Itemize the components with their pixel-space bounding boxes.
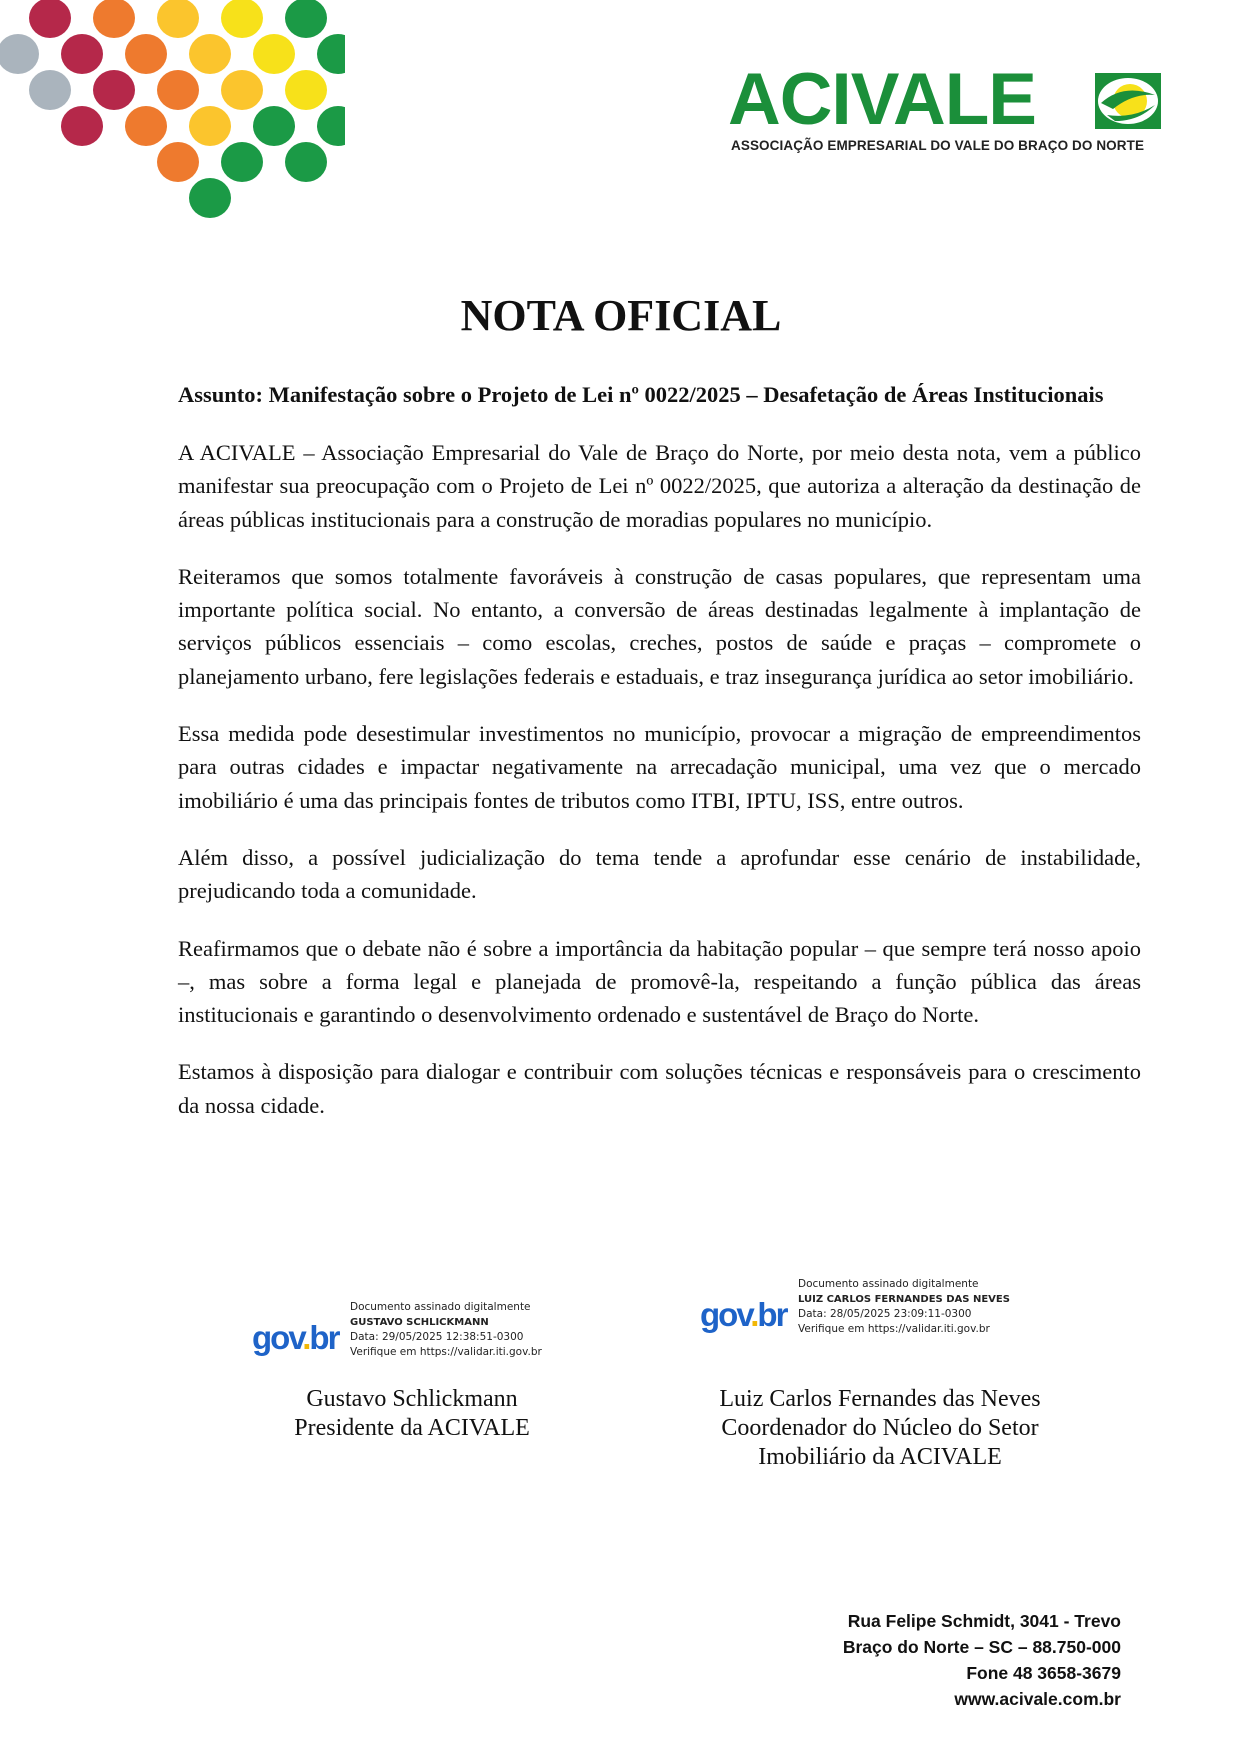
stamp-header: Documento assinado digitalmente	[350, 1301, 531, 1313]
decorative-dot	[285, 0, 327, 38]
decorative-dot	[29, 70, 71, 110]
stamp-signer-name: GUSTAVO SCHLICKMANN	[350, 1317, 489, 1328]
stamp-signer-name: LUIZ CARLOS FERNANDES DAS NEVES	[798, 1294, 1010, 1305]
body-paragraph-2: Reiteramos que somos totalmente favoráveis à construção de casas populares, que representam uma importante política social. No entanto, a conversão de áreas destinadas legalmente à implantação de serviços públicos essenciais – como escolas, creches, postos de saúde e praças – compromete o planejamento urbano, fere legislações federais e estaduais, e traz insegurança jurídica ao setor imobiliário.	[178, 563, 1141, 689]
stamp-header: Documento assinado digitalmente	[798, 1278, 979, 1290]
acivale-logo	[728, 59, 1173, 164]
decorative-dot	[0, 34, 39, 74]
signer-role: Presidente da ACIVALE	[294, 1415, 530, 1441]
decorative-dot	[221, 70, 263, 110]
decorative-dot	[253, 106, 295, 146]
govbr-logo: gov.br	[700, 1296, 787, 1333]
address-phone: Fone 48 3658-3679	[966, 1663, 1121, 1683]
logo-wordmark: ACIVALE	[728, 59, 1036, 140]
decorative-dot	[157, 70, 199, 110]
stamp-date: Data: 29/05/2025 12:38:51-0300	[350, 1331, 524, 1343]
stamp-details	[798, 1277, 1010, 1337]
decorative-dot	[93, 70, 135, 110]
decorative-dot	[61, 34, 103, 74]
decorative-dot	[189, 106, 231, 146]
document-subject: Assunto: Manifestação sobre o Projeto de Lei nº 0022/2025 – Desafetação de Áreas Institucionais	[178, 382, 1104, 407]
decorative-dot	[189, 178, 231, 218]
digital-signature-stamp-1	[252, 1300, 552, 1366]
decorative-dot	[157, 142, 199, 182]
stamp-verify-link: Verifique em https://validar.iti.gov.br	[798, 1323, 990, 1335]
decorative-dot	[125, 34, 167, 74]
body-paragraph-3: Essa medida pode desestimular investimentos no município, provocar a migração de empreendimentos para outras cidades e impactar negativamente na arrecadação municipal, uma vez que o mercado imobiliário é uma das principais fontes de tributos como ITBI, IPTU, ISS, entre outros.	[178, 721, 1141, 813]
document-body	[178, 378, 1141, 1146]
address-street: Rua Felipe Schmidt, 3041 - Trevo	[847, 1611, 1121, 1631]
signer-role-line-1: Coordenador do Núcleo do Setor	[721, 1415, 1039, 1441]
address-website: www.acivale.com.br	[954, 1689, 1121, 1709]
decorative-dot	[125, 106, 167, 146]
decorative-dot	[285, 142, 327, 182]
stamp-date: Data: 28/05/2025 23:09:11-0300	[798, 1308, 972, 1320]
decorative-dot	[93, 0, 135, 38]
logo-emblem-icon	[1093, 71, 1163, 131]
body-paragraph-1: A ACIVALE – Associação Empresarial do Vale de Braço do Norte, por meio desta nota, vem a público manifestar sua preocupação com o Projeto de Lei nº 0022/2025, que autoriza a alteração da destinação de áreas públicas institucionais para a construção de moradias populares no município.	[178, 440, 1141, 532]
address-city: Braço do Norte – SC – 88.750-000	[842, 1637, 1121, 1657]
decorative-dot	[317, 106, 345, 146]
signer-block-2	[680, 1385, 1080, 1472]
signer-block-1	[252, 1385, 572, 1443]
decorative-dot	[189, 34, 231, 74]
govbr-logo: gov.br	[252, 1319, 339, 1356]
footer-address	[843, 1608, 1121, 1712]
decorative-dot-pattern	[0, 0, 345, 235]
body-paragraph-6: Estamos à disposição para dialogar e contribuir com soluções técnicas e responsáveis para o crescimento da nossa cidade.	[178, 1059, 1141, 1118]
document-title: NOTA OFICIAL	[460, 291, 782, 340]
decorative-dot	[61, 106, 103, 146]
decorative-dot	[317, 34, 345, 74]
stamp-verify-link: Verifique em https://validar.iti.gov.br	[350, 1346, 542, 1358]
logo-tagline: ASSOCIAÇÃO EMPRESARIAL DO VALE DO BRAÇO DO NORTE	[731, 138, 1145, 153]
signer-name: Luiz Carlos Fernandes das Neves	[719, 1386, 1041, 1412]
stamp-details	[350, 1300, 542, 1360]
decorative-dot	[157, 0, 199, 38]
decorative-dot	[221, 0, 263, 38]
digital-signature-stamp-2	[700, 1277, 1010, 1343]
body-paragraph-4: Além disso, a possível judicialização do tema tende a aprofundar esse cenário de instabilidade, prejudicando toda a comunidade.	[178, 844, 1141, 904]
decorative-dot	[253, 34, 295, 74]
decorative-dot	[221, 142, 263, 182]
decorative-dot	[29, 0, 71, 38]
signer-name: Gustavo Schlickmann	[306, 1386, 518, 1412]
signer-role-line-2: Imobiliário da ACIVALE	[758, 1444, 1002, 1470]
decorative-dot	[285, 70, 327, 110]
body-paragraph-5: Reafirmamos que o debate não é sobre a importância da habitação popular – que sempre terá nosso apoio –, mas sobre a forma legal e planejada de promovê-la, respeitando a função pública das áreas institucionais e garantindo o desenvolvimento ordenado e sustentável de Braço do Norte.	[178, 935, 1141, 1028]
